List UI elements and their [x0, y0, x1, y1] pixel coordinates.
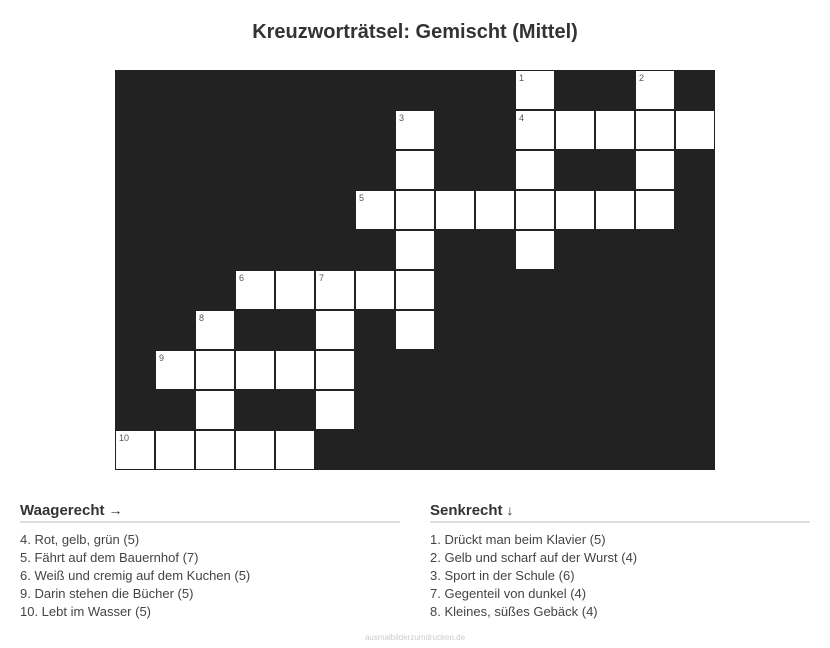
crossword-cell[interactable]	[515, 190, 555, 230]
crossword-cell[interactable]	[515, 150, 555, 190]
down-clue: 8. Kleines, süßes Gebäck (4)	[430, 604, 598, 619]
crossword-cell[interactable]	[595, 110, 635, 150]
crossword-cell[interactable]	[395, 310, 435, 350]
across-clues-section	[20, 502, 400, 621]
crossword-cell[interactable]	[155, 350, 195, 390]
crossword-cell[interactable]	[115, 430, 155, 470]
crossword-cell[interactable]	[475, 190, 515, 230]
down-clue: 1. Drückt man beim Klavier (5)	[430, 532, 606, 547]
clue-number: 4	[519, 113, 525, 123]
crossword-cell[interactable]	[435, 190, 475, 230]
crossword-cell[interactable]	[395, 190, 435, 230]
crossword-cell[interactable]	[635, 190, 675, 230]
clue-number: 6	[239, 273, 245, 283]
crossword-cell[interactable]	[355, 190, 395, 230]
clue-number: 10	[119, 433, 130, 443]
crossword-cell[interactable]	[235, 270, 275, 310]
crossword-cell[interactable]	[515, 70, 555, 110]
across-clue: 10. Lebt im Wasser (5)	[20, 604, 152, 619]
across-clue: 4. Rot, gelb, grün (5)	[20, 532, 140, 547]
down-arrow-icon: ↓	[506, 502, 514, 518]
across-heading	[20, 502, 400, 523]
footer-watermark: ausmalbilderzumdrucken.de	[364, 633, 466, 642]
crossword-cell[interactable]	[395, 110, 435, 150]
crossword-cell[interactable]	[555, 110, 595, 150]
crossword-cell[interactable]	[275, 270, 315, 310]
crossword-cell[interactable]	[355, 270, 395, 310]
crossword-cell[interactable]	[155, 430, 195, 470]
across-clue-list	[20, 531, 400, 621]
clue-number: 2	[639, 73, 645, 83]
crossword-cell[interactable]	[395, 230, 435, 270]
crossword-cell[interactable]	[235, 350, 275, 390]
clue-number: 7	[319, 273, 325, 283]
crossword-cell[interactable]	[315, 270, 355, 310]
crossword-cell[interactable]	[315, 390, 355, 430]
crossword-cell[interactable]	[395, 150, 435, 190]
crossword-cell[interactable]	[315, 350, 355, 390]
down-clue: 3. Sport in der Schule (6)	[430, 568, 575, 583]
crossword-cell[interactable]	[195, 390, 235, 430]
clue-number: 8	[199, 313, 205, 323]
across-clue: 5. Fährt auf dem Bauernhof (7)	[20, 550, 199, 565]
crossword-cell[interactable]	[235, 430, 275, 470]
down-clues-section	[430, 502, 810, 621]
down-heading-label: Senkrecht	[430, 502, 503, 519]
crossword-cell[interactable]	[515, 230, 555, 270]
right-arrow-icon: →	[108, 502, 123, 518]
clue-number: 9	[159, 353, 165, 363]
crossword-cell[interactable]	[395, 270, 435, 310]
crossword-cell[interactable]	[515, 110, 555, 150]
across-clue: 6. Weiß und cremig auf dem Kuchen (5)	[20, 568, 251, 583]
down-clue: 2. Gelb und scharf auf der Wurst (4)	[430, 550, 638, 565]
clue-number: 1	[519, 73, 525, 83]
crossword-cell[interactable]	[195, 430, 235, 470]
crossword-cell[interactable]	[275, 350, 315, 390]
crossword-cell[interactable]	[195, 350, 235, 390]
across-heading-label: Waagerecht	[20, 502, 105, 519]
clue-number: 3	[399, 113, 405, 123]
crossword-cell[interactable]	[675, 110, 715, 150]
crossword-cell[interactable]	[635, 70, 675, 110]
crossword-cell[interactable]	[555, 190, 595, 230]
clue-number: 5	[359, 193, 365, 203]
crossword-cell[interactable]	[635, 150, 675, 190]
crossword-cell[interactable]	[635, 110, 675, 150]
crossword-cell[interactable]	[315, 310, 355, 350]
crossword-grid	[115, 70, 715, 470]
down-clue: 7. Gegenteil von dunkel (4)	[430, 586, 587, 601]
crossword-cell[interactable]	[195, 310, 235, 350]
puzzle-title: Kreuzworträtsel: Gemischt (Mittel)	[252, 21, 578, 43]
across-clue: 9. Darin stehen die Bücher (5)	[20, 586, 194, 601]
down-heading	[430, 502, 810, 523]
crossword-cell[interactable]	[595, 190, 635, 230]
crossword-cell[interactable]	[275, 430, 315, 470]
down-clue-list	[430, 531, 810, 621]
